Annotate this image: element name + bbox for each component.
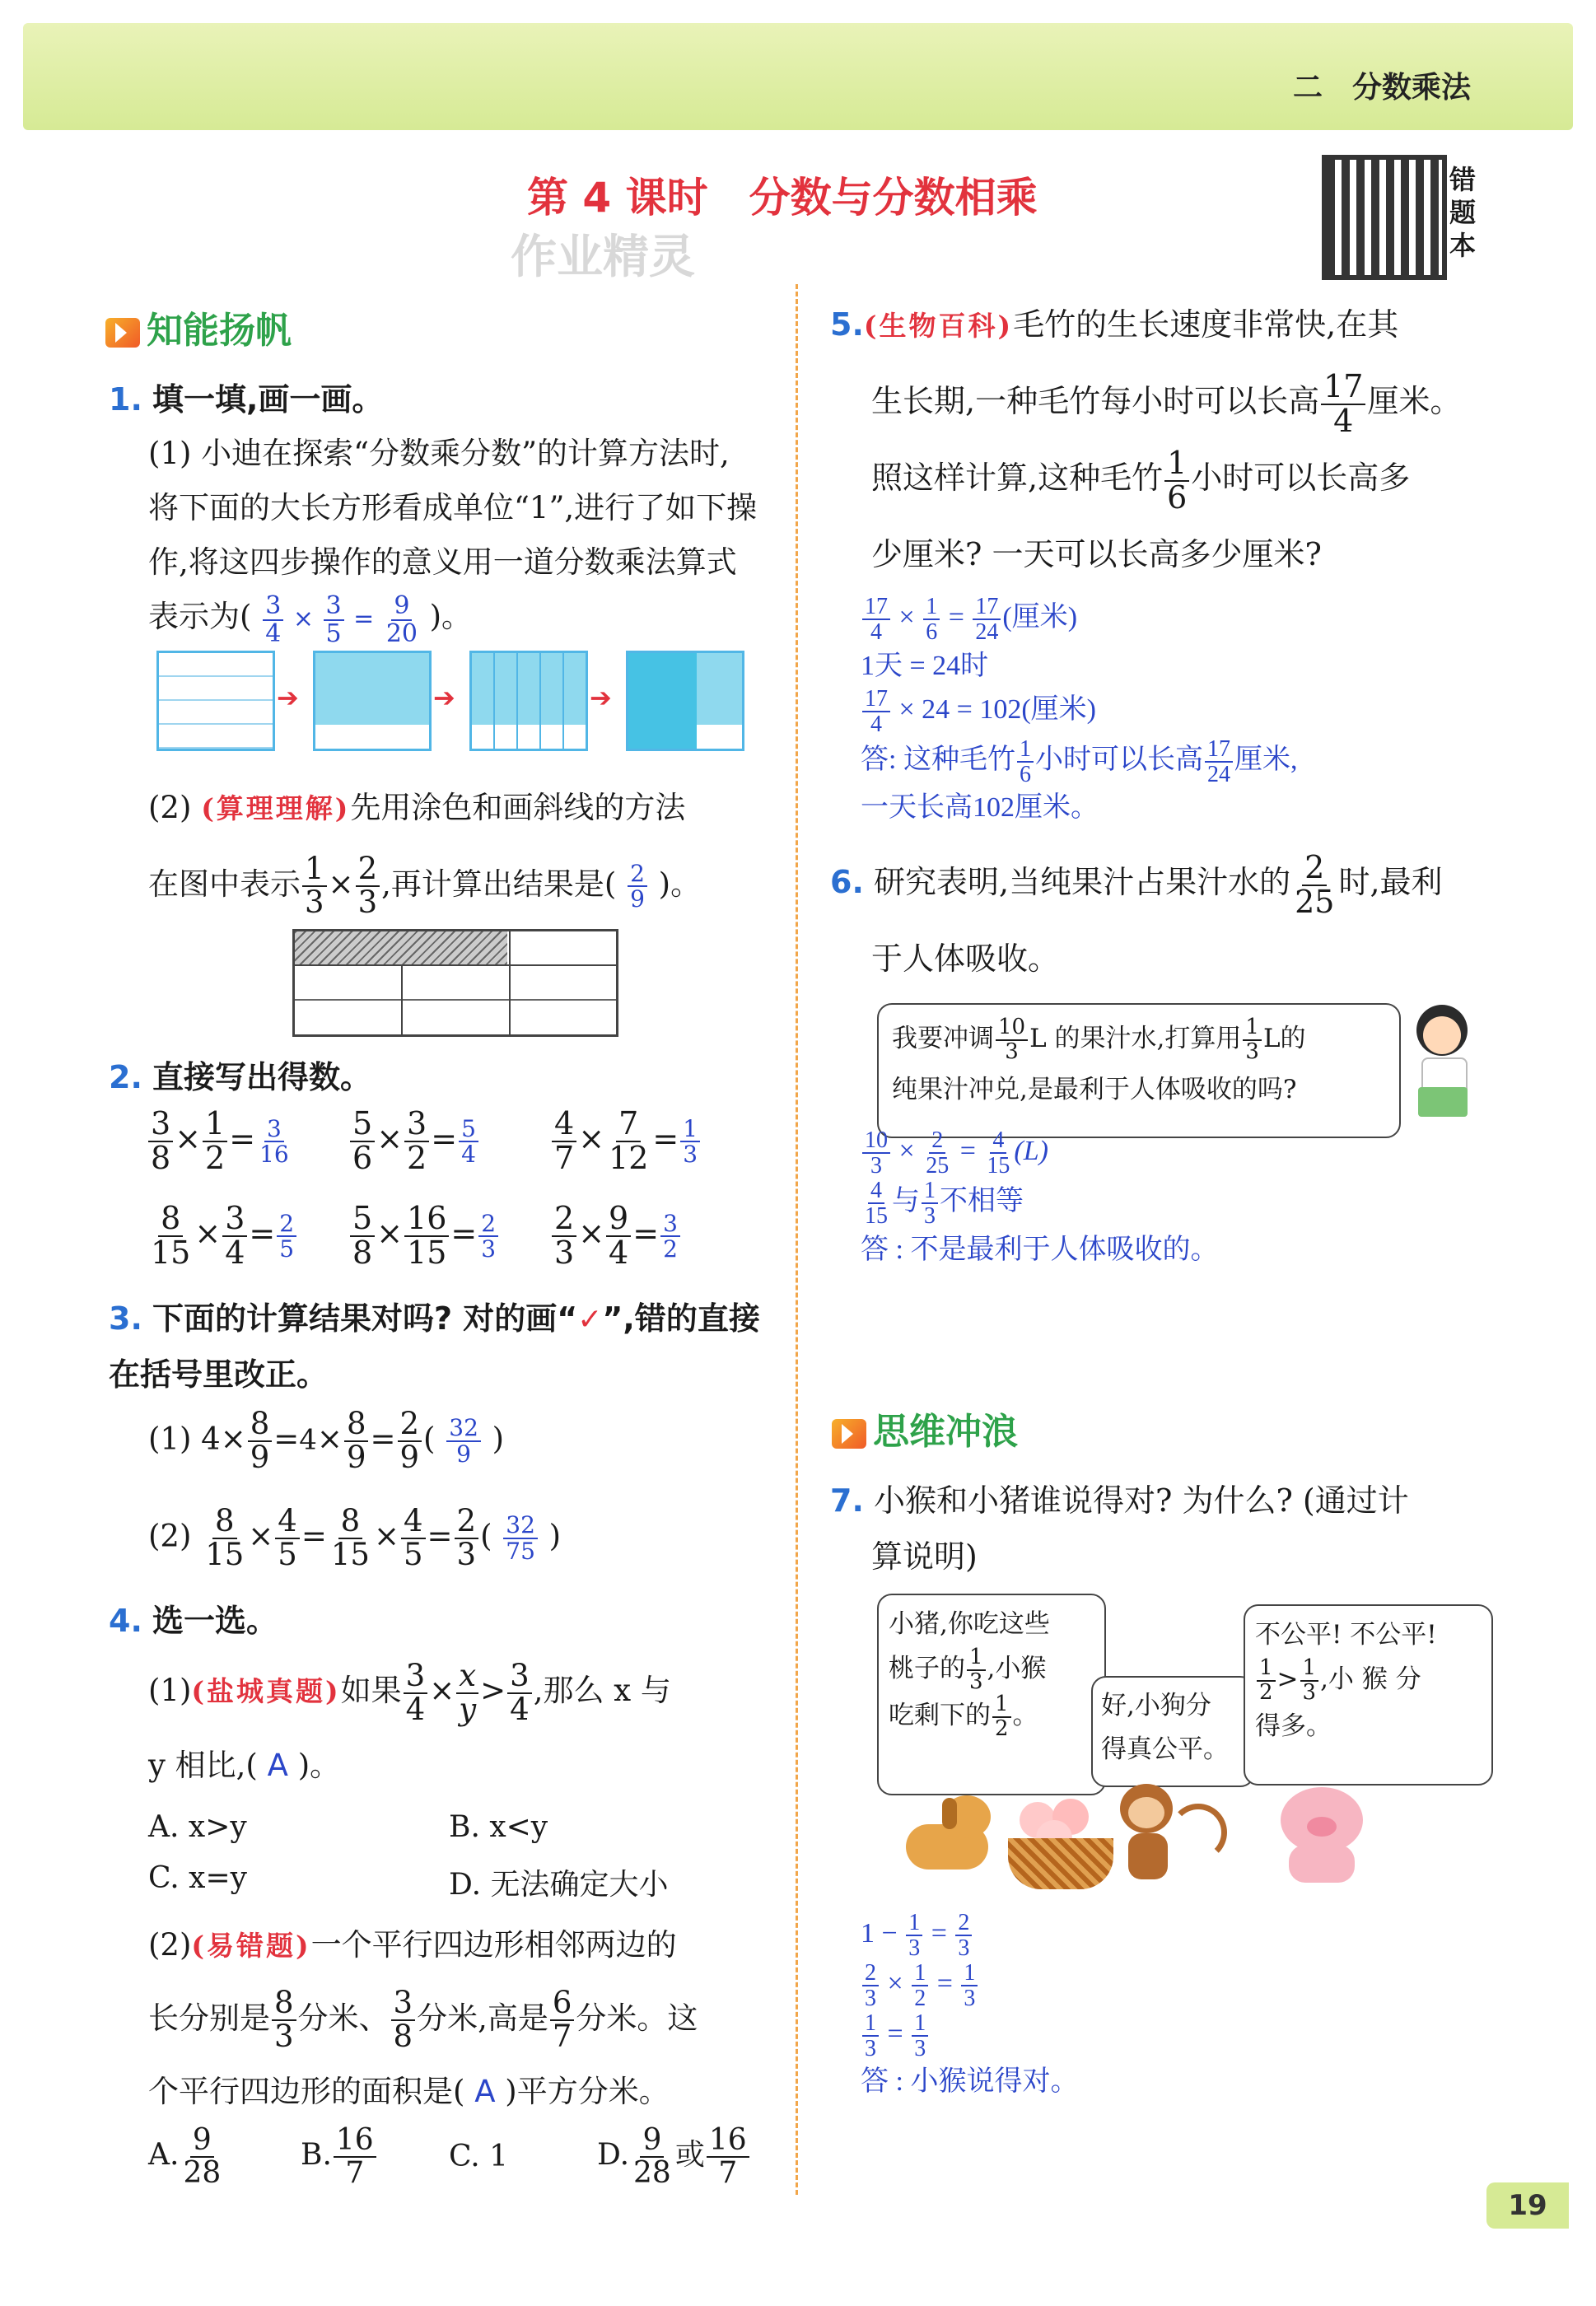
option-a[interactable]: A. x>y xyxy=(148,1810,247,1844)
girl-character-icon xyxy=(1400,997,1482,1128)
option-a[interactable]: A. $\frac{9}{28}$ xyxy=(148,2123,222,2190)
q3-line1: (1) 4× $\frac{8}{9}$ =4× $\frac{8}{9}$ = $\frac{2}{9}$ ( $\frac{32}{9}$ ) xyxy=(148,1406,505,1475)
q3: 3. 下面的计算结果对吗? 对的画“✓”,错的直接在括号里改正。 xyxy=(109,1300,760,1393)
q1-answer: $\frac{3}{4}$ × $\frac{3}{5}$ = $\frac{9}{20}$ xyxy=(261,605,429,633)
pig-icon xyxy=(1272,1779,1388,1886)
q4: 4. 选一选。 xyxy=(109,1603,278,1639)
arrow-icon: ➔ xyxy=(277,682,299,713)
column-divider xyxy=(796,284,798,2195)
q1: 1. 填一填,画一画。 xyxy=(109,381,384,418)
option-d[interactable]: D. 无法确定大小 xyxy=(449,1868,669,1902)
chapter-label: 二 分数乘法 xyxy=(1293,71,1472,105)
check-icon: ✓ xyxy=(577,1303,603,1337)
step2-rect xyxy=(313,651,432,751)
q4-part2: (2)(易错题)一个平行四边形相邻两边的 长分别是 $\frac{8}{3}$ 分米、 $\frac{3}{8}$ 分米,高是 $\frac{6}{7}$ 分米。这 个平行四边形的面积是( A )平方分米。 xyxy=(148,1927,698,2109)
pig-speech-bubble: 不公平! 不公平! $\frac{1}{2}$ > $\frac{1}{3}$ ,小 猴 分 得多。 xyxy=(1244,1604,1493,1786)
page-number-badge: 19 xyxy=(1486,2182,1569,2229)
option-c[interactable]: C. x=y xyxy=(148,1861,247,1895)
section-thinking: 思维冲浪 xyxy=(832,1402,1018,1454)
q5-answer: $\frac{17}{4}$ × $\frac{1}{6}$ = $\frac{17}{24}$ (厘米) 1天 = 24时 $\frac{17}{4}$ × 24 = 102(厘米) 答: 这种毛竹 $\frac{1}{6}$ 小时可以长高 $\frac{17}{24}$ 厘米, 一天长高102厘米。 xyxy=(861,594,1298,824)
q1-hatched-area xyxy=(295,931,507,964)
arrow-icon: ➔ xyxy=(433,682,455,713)
q7: 7. 小猴和小猪谁说得对? 为什么? (通过计 算说明) xyxy=(830,1482,1409,1575)
monkey-speech-bubble: 好,小狗分 得真公平。 xyxy=(1091,1676,1255,1787)
q7-answer: 1 − $\frac{1}{3}$ = $\frac{2}{3}$ $\frac{2}{3}$ × $\frac{1}{2}$ = $\frac{1}{3}$ $\frac{1}{3}$ = $\frac{1}{3}$ 答 : 小猴说得对。 xyxy=(861,1910,1079,2098)
peach-basket-icon xyxy=(1003,1795,1118,1894)
q2-item-1: $\frac{3}{8}$ × $\frac{1}{2}$ = $\frac{3}{16}$ xyxy=(147,1108,293,1175)
monkey-icon xyxy=(1112,1779,1227,1886)
option-d[interactable]: D. $\frac{9}{28}$ 或 $\frac{16}{7}$ xyxy=(597,2125,751,2189)
dog-icon xyxy=(898,1791,1005,1882)
q2-item-2: $\frac{5}{6}$ × $\frac{3}{2}$ = $\frac{5}{4}$ xyxy=(348,1108,480,1175)
q2-item-3: $\frac{4}{7}$ × $\frac{7}{12}$ = $\frac{1}{3}$ xyxy=(550,1108,702,1175)
q1-diagram xyxy=(156,651,749,754)
option-b[interactable]: B. x<y xyxy=(449,1810,548,1844)
q5: 5.(生物百科)毛竹的生长速度非常快,在其 生长期,一种毛竹每小时可以长高 $\frac{17}{4}$ 厘米。 照这样计算,这种毛竹 $\frac{1}{6}$ 小时可以长高多 少厘米? 一天可以长高多少厘米? xyxy=(830,306,1462,573)
q2-item-4: $\frac{8}{15}$ × $\frac{3}{4}$ = $\frac{2}{5}$ xyxy=(147,1202,298,1270)
qr-label: 错题本 xyxy=(1449,164,1477,261)
q3-line2: (2) $\frac{8}{15}$ × $\frac{4}{5}$ = $\frac{8}{15}$ × $\frac{4}{5}$ = $\frac{2}{3}$ ( $\frac{32}{75}$ ) xyxy=(148,1503,562,1572)
q2-item-6: $\frac{2}{3}$ × $\frac{9}{4}$ = $\frac{3}{2}$ xyxy=(550,1202,682,1270)
q2: 2. 直接写出得数。 xyxy=(109,1059,371,1095)
q1-part2: (2) (算理理解)先用涂色和画斜线的方法 在图中表示 $\frac{1}{3}$ × $\frac{2}{3}$ ,再计算出结果是( $\frac{2}{9}$ )。 xyxy=(148,790,702,920)
step3-rect xyxy=(469,651,588,751)
q2-item-5: $\frac{5}{8}$ × $\frac{16}{15}$ = $\frac{2}{3}$ xyxy=(348,1202,500,1270)
qr-code-icon[interactable] xyxy=(1322,155,1447,280)
q1-part1: (1) 小迪在探索“分数乘分数”的计算方法时,将下面的大长方形看成单位“1”,进行了如下操作,将这四步操作的意义用一道分数乘法算式表示为( $\frac{3}{4}$ × $\frac{3}{5}$ = $\frac{9}{20}$ )。 xyxy=(148,436,758,648)
sail-icon xyxy=(105,318,140,348)
lesson-title: 第 4 课时 分数与分数相乘 xyxy=(527,174,1038,222)
step4-rect xyxy=(626,651,744,751)
watermark: 作业精灵 xyxy=(511,231,695,284)
q6: 6. 研究表明,当纯果汁占果汁水的 $\frac{2}{25}$ 时,最利 于人体吸收。 xyxy=(830,848,1443,978)
dog-speech-bubble: 小猪,你吃这些 桃子的 $\frac{1}{3}$ ,小猴 吃剩下的 $\frac{1}{2}$ 。 xyxy=(877,1594,1106,1795)
option-c[interactable]: C. 1 xyxy=(449,2140,509,2173)
wave-icon xyxy=(832,1419,866,1449)
step1-rect xyxy=(156,651,275,751)
option-b[interactable]: B. $\frac{16}{7}$ xyxy=(301,2125,378,2189)
section-knowledge: 知能扬帆 xyxy=(105,301,292,353)
q6-speech-bubble: 我要冲调 $\frac{10}{3}$ L 的果汁水,打算用 $\frac{1}{3}$ L的 纯果汁冲兑,是最利于人体吸收的吗? xyxy=(877,1003,1401,1138)
q6-answer: $\frac{10}{3}$ × $\frac{2}{25}$ = $\frac{4}{15}$ (L) $\frac{4}{15}$ 与 $\frac{1}{3}$ 不相等 答 : 不是最利于人体吸收的。 xyxy=(861,1127,1219,1265)
arrow-icon: ➔ xyxy=(590,682,612,713)
q4-part1: (1)(盐城真题)如果 $\frac{3}{4}$ × $\frac{x}{y}$ > $\frac{3}{4}$ ,那么 x 与 y 相比,( A )。 xyxy=(148,1657,671,1783)
